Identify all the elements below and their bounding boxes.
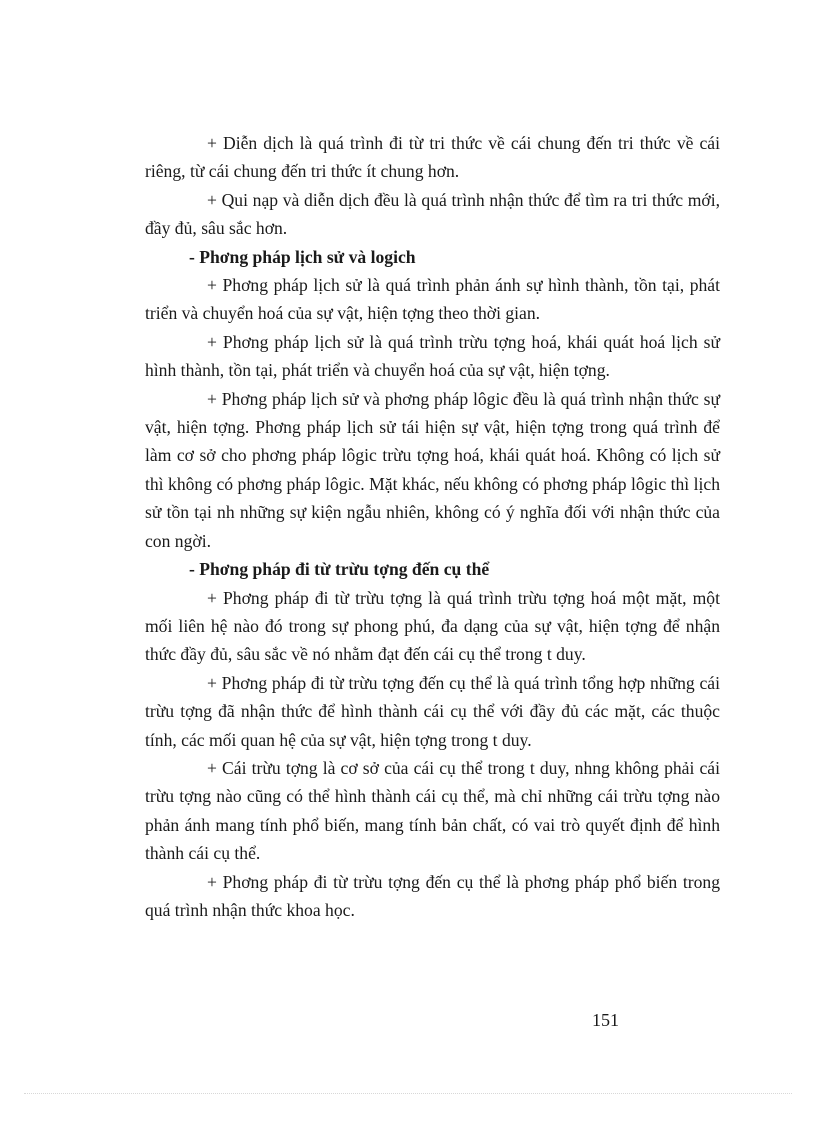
paragraph-deductive: + Diễn dịch là quá trình đi từ tri thức về cái chung đến tri thức về cái riêng, từ cái chung đến tri thức ít chung hơn. [145, 133, 720, 182]
page-bottom-divider [24, 1093, 792, 1094]
section-heading-history-logic: - Phơng pháp lịch sử và logich [189, 246, 416, 267]
paragraph-abstract-1: + Phơng pháp đi từ trừu tợng là quá trình trừu tợng hoá một mặt, một mối liên hệ nào đó trong sự phong phú, đa dạng của sự vật, hiện tợng để nhận thức đầy đủ, sâu sắc về nó nhằm đạt đến cái cụ thể trong t duy. [145, 587, 720, 665]
paragraph-history-method-1: + Phơng pháp lịch sử là quá trình phản ánh sự hình thành, tồn tại, phát triển và chuyển hoá của sự vật, hiện tợng theo thời gian. [145, 275, 720, 324]
section-heading-abstract-concrete: - Phơng pháp đi từ trừu tợng đến cụ thể [189, 559, 490, 580]
paragraph-abstract-2: + Phơng pháp đi từ trừu tợng đến cụ thể là quá trình tổng hợp những cái trừu tợng đã nhận thức để hình thành cái cụ thể với đầy đủ các mặt, các thuộc tính, các mối quan hệ của sự vật, hiện tợng trong t duy. [145, 672, 720, 750]
page-number: 151 [592, 1010, 619, 1030]
paragraph-history-method-2: + Phơng pháp lịch sử là quá trình trừu tợng hoá, khái quát hoá lịch sử hình thành, tồn tại, phát triển và chuyển hoá của sự vật, hiện tợng. [145, 331, 720, 381]
paragraph-history-logic-relation: + Phơng pháp lịch sử và phơng pháp lôgic đều là quá trình nhận thức sự vật, hiện tợng. Phơng pháp lịch sử tái hiện sự vật, hiện tợng trong quá trình để làm cơ sở cho phơng pháp lôgic trừu tợng hoá, khái quát hoá. Không có lịch sử thì không có phơng pháp lôgic. Mặt khác, nếu không có phơng pháp lôgic thì lịch sử tồn tại nh những sự kiện ngẫu nhiên, không có ý nghĩa đối với nhận thức của con ngời. [145, 388, 720, 551]
paragraph-induction-deduction: + Qui nạp và diễn dịch đều là quá trình nhận thức để tìm ra tri thức mới, đầy đủ, sâu sắc hơn. [145, 189, 720, 239]
paragraph-abstract-3: + Cái trừu tợng là cơ sở của cái cụ thể trong t duy, nhng không phải cái trừu tợng nào cũng có thể hình thành cái cụ thể, mà chỉ những cái trừu tợng nào phản ánh mang tính phổ biến, mang tính bản chất, có vai trò quyết định để hình thành cái cụ thể. [145, 757, 720, 864]
paragraph-abstract-4: + Phơng pháp đi từ trừu tợng đến cụ thể là phơng pháp phổ biến trong quá trình nhận thức khoa học. [145, 871, 720, 920]
body-text [145, 129, 720, 924]
